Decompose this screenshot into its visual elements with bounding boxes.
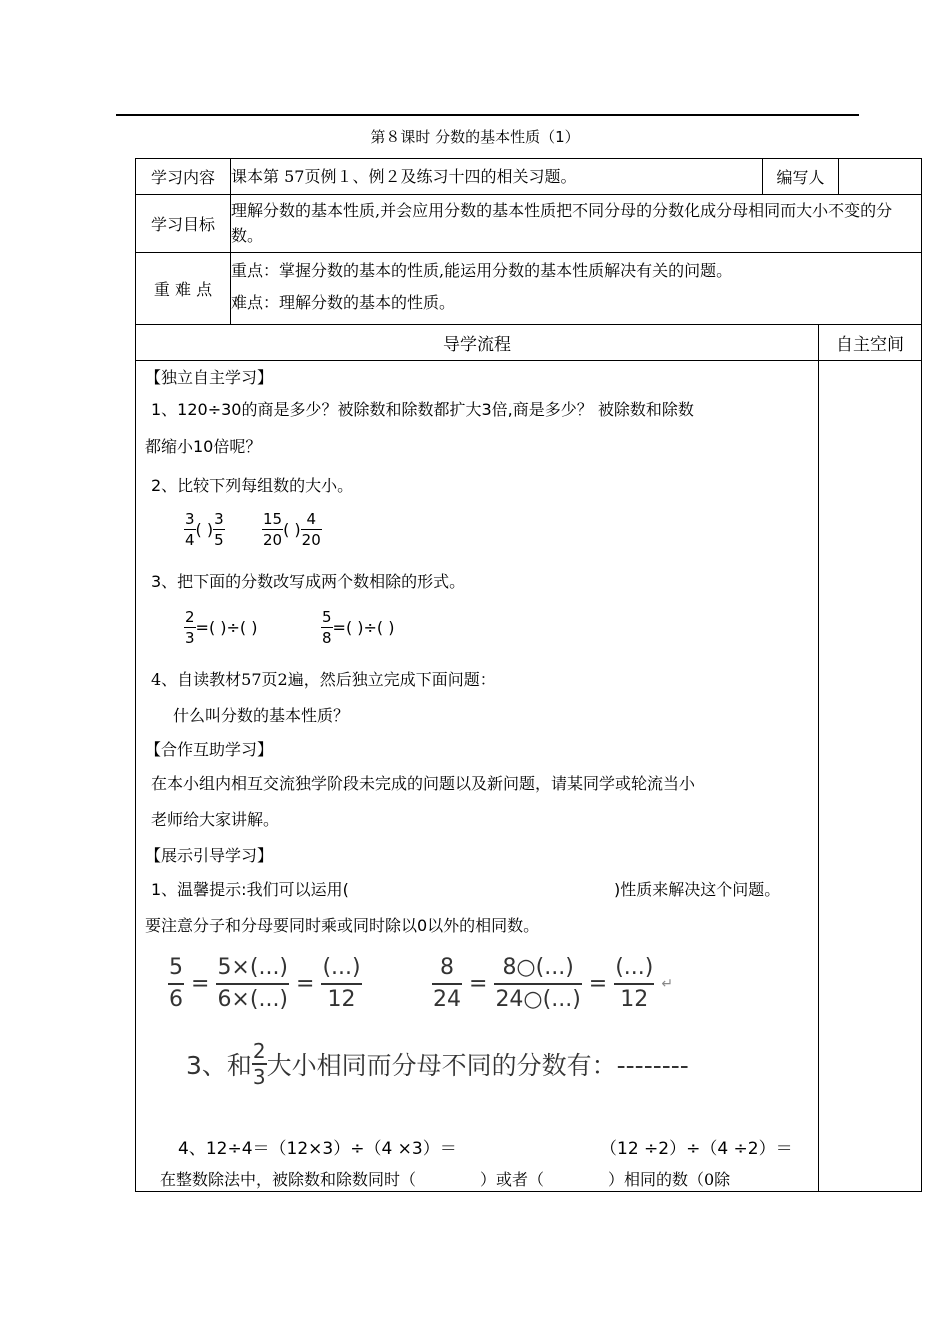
equation-1: $\frac{5}{6}$ = $\frac{5\times(...)}{6\times(...)}$ = $\frac{(...)}{12}$ bbox=[169, 955, 361, 1012]
section2-heading: 【合作互助学习】 bbox=[145, 740, 274, 759]
q4: 4、自读教材57页2遍，然后独立完成下面问题： bbox=[151, 670, 496, 689]
section1-heading: 【独立自主学习】 bbox=[145, 368, 274, 387]
self-space-column bbox=[819, 361, 922, 1192]
section2-line1: 在本小组内相互交流独学阶段未完成的问题以及新问题，请某同学或轮流当小 bbox=[151, 774, 696, 793]
tip-line2: 要注意分子和分母要同时乘或同时除以0以外的相同数。 bbox=[145, 916, 540, 935]
goal-text: 理解分数的基本性质,并会应用分数的基本性质把不同分母的分数化成分母相同而大小不变的分数。 bbox=[231, 195, 922, 253]
equation-2: $\frac{8}{24}$ = $\frac{8○(...)}{24○(...)}$ = $\frac{(...)}{12}$ ↵ bbox=[433, 955, 674, 1012]
division-1: $\frac{2}{3}$ =( )÷( ) bbox=[185, 608, 258, 647]
q4-sub: 什么叫分数的基本性质？ bbox=[173, 706, 350, 725]
flow-content bbox=[136, 361, 819, 1192]
compare-1: $\frac{3}{4}$ ( ) $\frac{3}{5}$ bbox=[185, 510, 224, 549]
division-2: $\frac{5}{8}$ =( )÷( ) bbox=[322, 608, 395, 647]
difficulty: 难点：理解分数的基本的性质。 bbox=[231, 293, 456, 312]
q4-division-a: 4、12÷4＝（12×3）÷（4 ×3）＝ bbox=[178, 1139, 457, 1159]
editor-value bbox=[839, 159, 922, 195]
key-label: 重 难 点 bbox=[136, 253, 231, 325]
return-mark-icon: ↵ bbox=[661, 976, 674, 992]
q3: 3、把下面的分数改写成两个数相除的形式。 bbox=[151, 572, 466, 591]
key-cell bbox=[231, 253, 922, 325]
content-label: 学习内容 bbox=[136, 159, 231, 195]
q4-division-b: （12 ÷2）÷（4 ÷2）＝ bbox=[600, 1139, 793, 1159]
lesson-table bbox=[135, 158, 922, 1192]
key-point: 重点：掌握分数的基本的性质,能运用分数的基本性质解决有关的问题。 bbox=[231, 261, 733, 280]
compare-2: $\frac{15}{20}$ ( ) $\frac{4}{20}$ bbox=[263, 510, 321, 549]
tip-part2: )性质来解决这个问题。 bbox=[614, 880, 781, 899]
q1-line1: 1、120÷30的商是多少？被除数和除数都扩大3倍,商是多少？ 被除数和除数 bbox=[151, 400, 694, 419]
space-label: 自主空间 bbox=[819, 325, 922, 361]
last-line: 在整数除法中，被除数和除数同时（ ）或者（ ）相同的数（0除 bbox=[160, 1170, 731, 1189]
q1-line2: 都缩小10倍呢？ bbox=[145, 437, 262, 456]
editor-label: 编写人 bbox=[763, 159, 839, 195]
section3-heading: 【展示引导学习】 bbox=[145, 846, 274, 865]
header-rule bbox=[116, 114, 859, 116]
q2: 2、比较下列每组数的大小。 bbox=[151, 476, 354, 495]
flow-label: 导学流程 bbox=[136, 325, 819, 361]
page-title: 第８课时 分数的基本性质（1） bbox=[370, 128, 580, 146]
content-text: 课本第 57页例１、例２及练习十四的相关习题。 bbox=[231, 159, 763, 195]
section2-line2: 老师给大家讲解。 bbox=[151, 810, 280, 829]
q3-equal-fraction: 3、和 $\frac{2}{3}$ 大小相同而分母不同的分数有：-------- bbox=[186, 1039, 689, 1089]
tip-part1: 1、温馨提示:我们可以运用( bbox=[151, 880, 349, 899]
goal-label: 学习目标 bbox=[136, 195, 231, 253]
